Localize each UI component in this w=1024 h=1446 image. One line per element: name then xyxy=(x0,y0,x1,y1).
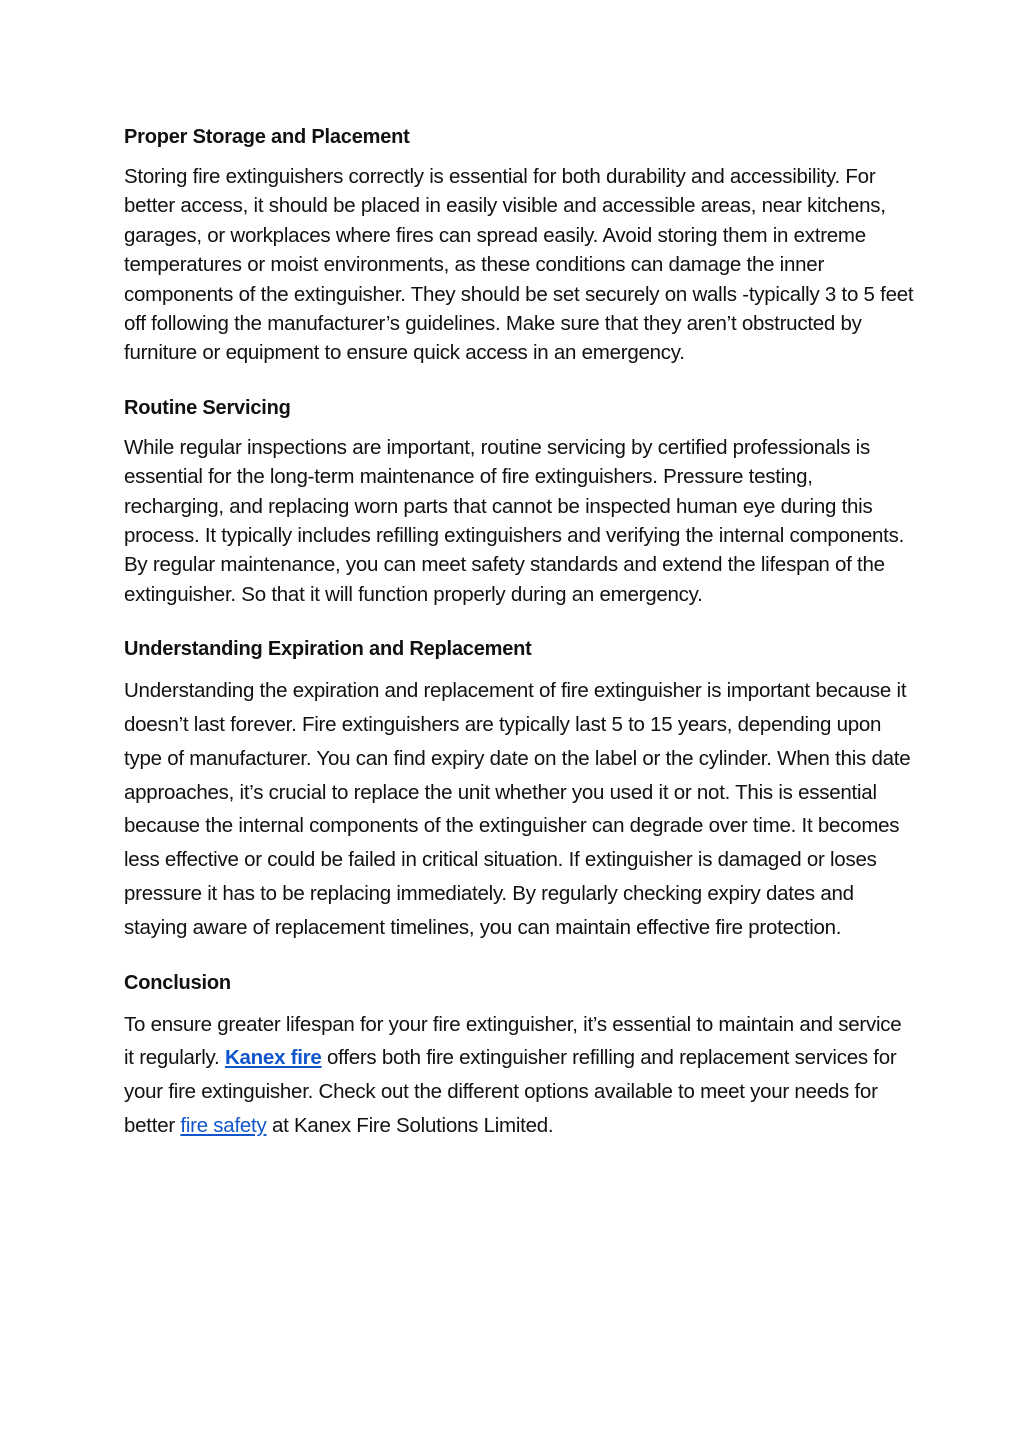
conclusion-text-1: To ensure greater lifespan for your fire extinguisher, it’s essential to maintain and service it regularly. xyxy=(124,1012,902,1070)
section-conclusion xyxy=(124,969,914,1143)
conclusion-text-2: offers both fire extinguisher refilling and replacement services for your fire extinguisher. Check out the different options available to meet your needs for better xyxy=(124,1046,897,1138)
section-heading: Conclusion xyxy=(124,971,231,994)
section-servicing xyxy=(124,394,914,609)
section-heading: Proper Storage and Placement xyxy=(124,126,410,148)
section-heading: Understanding Expiration and Replacement xyxy=(124,638,532,661)
conclusion-text-3: at Kanex Fire Solutions Limited. xyxy=(266,1114,554,1138)
kanex-fire-link[interactable]: Kanex fire xyxy=(224,1046,322,1070)
section-storage xyxy=(124,123,914,368)
section-body: Storing fire extinguishers correctly is essential for both durability and accessibility. For better access, it should be placed in easily visible and accessible areas, near kitchens, garages, or workplaces where fires can spread easily. Avoid storing them in extreme temperatures or moist environments, as these conditions can damage the inner components of the extinguisher. They should be set securely on walls -typically 3 to 5 feet off following the manufacturer’s guidelines. Make sure that they aren’t obstructed by furniture or equipment to ensure quick access in an emergency. xyxy=(124,165,914,365)
section-expiration xyxy=(124,635,914,944)
section-body xyxy=(124,1008,914,1143)
section-body: Understanding the expiration and replacement of fire extinguisher is important because it doesn’t last forever. Fire extinguishers are typically last 5 to 15 years, depending upon type of manufacturer. You can find expiry date on the label or the cylinder. When this date approaches, it’s crucial to replace the unit whether you used it or not. This is essential because the internal components of the extinguisher can degrade over time. It becomes less effective or could be failed in critical situation. If extinguisher is damaged or loses pressure it has to be replacing immediately. By regularly checking expiry dates and staying aware of replacement timelines, you can maintain effective fire protection. xyxy=(124,679,911,939)
section-body: While regular inspections are important, routine servicing by certified professionals is essential for the long-term maintenance of fire extinguishers. Pressure testing, recharging, and replacing worn parts that cannot be inspected human eye during this process. It typically includes refilling extinguishers and verifying the internal components. By regular maintenance, you can meet safety standards and extend the lifespan of the extinguisher. So that it will function properly during an emergency. xyxy=(124,435,905,606)
fire-safety-link[interactable]: fire safety xyxy=(180,1114,267,1138)
section-heading: Routine Servicing xyxy=(124,396,291,419)
document-page xyxy=(124,123,914,1143)
